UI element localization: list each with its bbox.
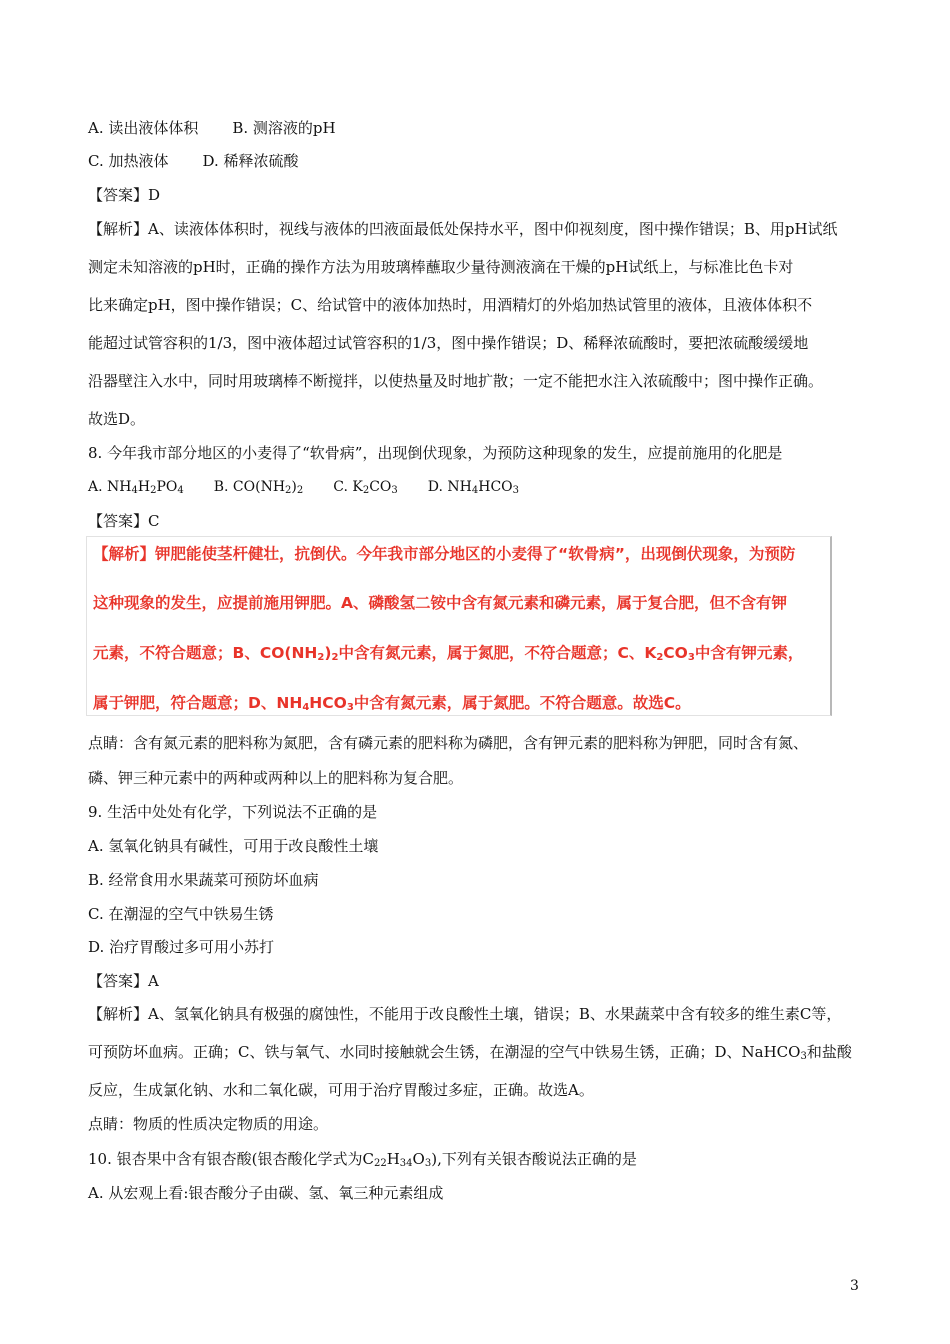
q9-option-d: D. 治疗胃酸过多可用小苏打 (88, 938, 275, 956)
q7-option-a: A. 读出液体体积 (88, 119, 199, 137)
q7-option-d: D. 稀释浓硫酸 (202, 152, 299, 170)
q8-note-line-2: 磷、钾三种元素中的两种或两种以上的肥料称为复合肥。 (88, 769, 464, 787)
q8-analysis-line-1: 【解析】钾肥能使茎杆健壮，抗倒伏。今年我市部分地区的小麦得了“软骨病”，出现倒伏现象，为预防 (93, 545, 796, 563)
q8-analysis-line-3: 元素，不符合题意；B、$CO(NH_2)_2$中含有氮元素，属于氮肥，不符合题意；C、$K_2CO_3$中含有钾元素， (93, 644, 804, 663)
q9-analysis-line-3: 反应，生成氯化钠、水和二氧化碳，可用于治疗胃酸过多症，正确。故选A。 (88, 1081, 594, 1099)
q8-option-c: C. $K_2CO_3$ (333, 479, 398, 496)
q9-option-b: B. 经常食用水果蔬菜可预防坏血病 (88, 871, 319, 889)
q8-options (88, 477, 870, 497)
q8-analysis-image (86, 536, 832, 716)
q7-analysis-line-2: 测定未知溶液的pH时，正确的操作方法为用玻璃棒蘸取少量待测液滴在干燥的pH试纸上，与标准比色卡对 (88, 258, 794, 276)
q7-analysis-line-3: 比来确定pH，图中操作错误；C、给试管中的液体加热时，用酒精灯的外焰加热试管里的液体，且液体体积不 (88, 296, 813, 314)
q9-analysis-line-1: 【解析】A、氢氧化钠具有极强的腐蚀性，不能用于改良酸性土壤，错误；B、水果蔬菜中含有较多的维生素C等， (88, 1005, 842, 1023)
q9-note: 点睛：物质的性质决定物质的用途。 (88, 1115, 329, 1133)
q8-answer: 【答案】C (88, 512, 160, 530)
q7-analysis-line-6: 故选D。 (88, 410, 146, 428)
q7-answer: 【答案】D (88, 186, 161, 204)
q9-option-a: A. 氢氧化钠具有碱性，可用于改良酸性土壤 (88, 837, 379, 855)
q10-option-a: A. 从宏观上看:银杏酸分子由碳、氢、氧三种元素组成 (88, 1184, 444, 1202)
q8-option-a: A. $NH_4H_2PO_4$ (88, 479, 184, 496)
page-number: 3 (850, 1278, 859, 1294)
q7-options-row-2 (88, 151, 870, 171)
q8-option-d: D. $NH_4HCO_3$ (427, 479, 520, 496)
q7-option-c: C. 加热液体 (88, 152, 169, 170)
q7-options-row-1 (88, 118, 870, 138)
q7-analysis-line-5: 沿器壁注入水中，同时用玻璃棒不断搅拌，以使热量及时地扩散；一定不能把水注入浓硫酸中；图中操作正确。 (88, 372, 824, 390)
q8-analysis-line-2: 这种现象的发生，应提前施用钾肥。A、磷酸氢二铵中含有氮元素和磷元素，属于复合肥，但不含有钾 (93, 594, 787, 612)
q8-stem: 8. 今年我市部分地区的小麦得了“软骨病”，出现倒伏现象，为预防这种现象的发生，应提前施用的化肥是 (88, 444, 783, 462)
q9-answer: 【答案】A (88, 972, 159, 990)
q7-option-b: B. 测溶液的pH (232, 119, 336, 137)
q8-analysis-line-4: 属于钾肥，符合题意；D、$NH_4HCO_3$中含有氮元素，属于氮肥。不符合题意。故选C。 (93, 694, 691, 713)
q9-stem: 9. 生活中处处有化学，下列说法不正确的是 (88, 803, 378, 821)
q8-note-line-1: 点睛：含有氮元素的肥料称为氮肥，含有磷元素的肥料称为磷肥，含有钾元素的肥料称为钾肥，同时含有氮、 (88, 734, 809, 752)
q7-analysis-line-1: 【解析】A、读液体体积时，视线与液体的凹液面最低处保持水平，图中仰视刻度，图中操作错误；B、用pH试纸 (88, 220, 838, 238)
q10-stem: 10. 银杏果中含有银杏酸(银杏酸化学式为$C_{22}H_{34}O_3$),下列有关银杏酸说法正确的是 (88, 1150, 637, 1169)
q9-analysis-line-2: 可预防坏血病。正确；C、铁与氧气、水同时接触就会生锈，在潮湿的空气中铁易生锈，正确；D、NaHCO$_3$和盐酸 (88, 1043, 852, 1062)
q7-analysis-line-4: 能超过试管容积的1/3，图中液体超过试管容积的1/3，图中操作错误；D、稀释浓硫酸时，要把浓硫酸缓缓地 (88, 334, 809, 352)
q8-option-b: B. $CO(NH_2)_2$ (213, 479, 304, 496)
q9-option-c: C. 在潮湿的空气中铁易生锈 (88, 905, 274, 923)
